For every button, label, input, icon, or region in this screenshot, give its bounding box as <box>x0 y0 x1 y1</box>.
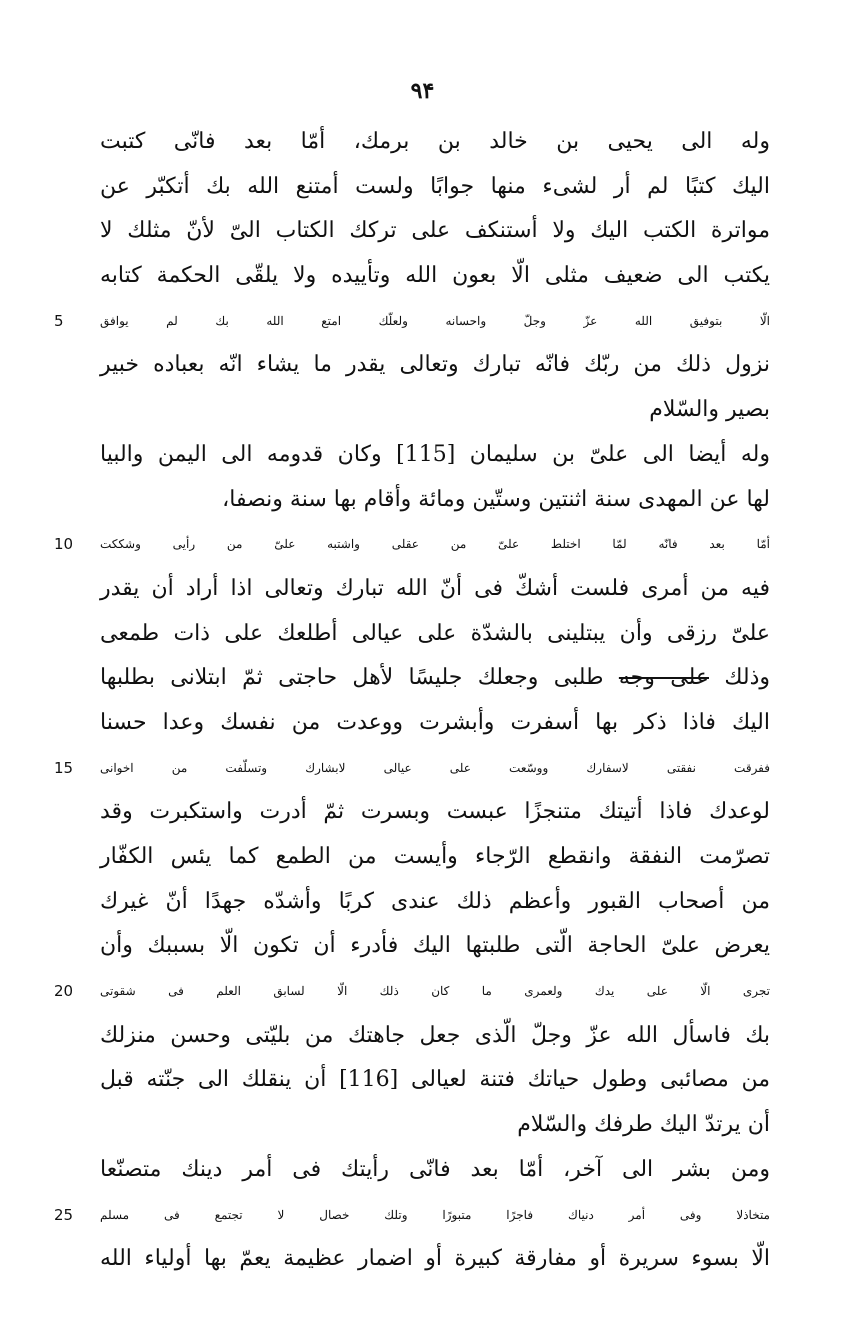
line-text: مواترة الكتب اليك ولا أستنكف على تركك الكتاب الىّ لأنّ مثلك لا <box>100 218 770 244</box>
text-line <box>100 1237 770 1282</box>
line-text: بصير والسّلام <box>649 397 770 423</box>
line-text: نزول ذلك من ربّك فانّه تبارك وتعالى يقدر ما يشاء انّه بعباده خبير <box>100 352 770 378</box>
text-line <box>54 299 770 344</box>
text-line <box>100 790 770 835</box>
text-line <box>100 165 770 210</box>
line-number: 5 <box>54 311 64 330</box>
text-body <box>54 120 771 1282</box>
line-number: 15 <box>54 758 74 777</box>
line-number: 20 <box>54 982 74 1001</box>
line-text: أن يرتدّ اليك طرفك والسّلام <box>517 1112 770 1138</box>
text-line <box>100 209 770 254</box>
line-text: لوعدك فاذا أتيتك متنجزًا عبست وبسرت ثمّ أدرت واستكبرت وقد <box>100 799 770 825</box>
text-line <box>54 746 770 791</box>
text-line <box>100 254 770 299</box>
line-text: بك فاسأل الله عزّ وجلّ الّذى جعل جاهتك من بليّتى وحسن منزلك <box>100 1022 770 1048</box>
text-line <box>100 388 770 433</box>
text-line <box>100 835 770 880</box>
line-text: وله الى يحيى بن خالد بن برمك، أمّا بعد فانّى كتبت <box>100 129 770 154</box>
line-text: وله أيضا الى علىّ بن سليمان [115] وكان قدومه الى اليمن والبيا <box>100 441 771 467</box>
line-text: وذلك على وجه طلبى وجعلك جليسًا لأهل حاجتى ثمّ ابتلانى بطلبها <box>100 665 770 691</box>
line-text: يكتب الى ضعيف مثلى الّا بعون الله وتأييده ولا يلقّى الحكمة كتابه <box>100 263 770 289</box>
text-line <box>100 701 770 746</box>
text-line <box>100 567 770 612</box>
text-line <box>100 120 770 165</box>
line-number: 25 <box>54 1205 74 1224</box>
line-text: اليك كتبًا لم أر لشىء منها جوابًا ولست أمتنع الله بك أتكبّر عن <box>100 173 770 199</box>
line-text: يعرض علىّ الحاجة الّتى طلبتها اليك فأدرء أن تكون الّا بسببك وأن <box>100 933 770 959</box>
line-text: ففرقت نفقتى لاسفارك ووسّعت على عيالى لابشارك وتسلّفت من اخوانى <box>100 760 770 775</box>
line-text: ومن بشر الى آخر، أمّا بعد فانّى رأيتك فى أمر دينك متصنّعا <box>100 1156 770 1182</box>
text-line <box>100 924 770 969</box>
text-line <box>100 1103 770 1148</box>
struck-text: على وجه <box>618 665 709 691</box>
text-line <box>100 612 770 657</box>
line-text: فيه من أمرى فلست أشكّ فى أنّ الله تبارك وتعالى اذا أراد أن يقدر <box>100 575 770 601</box>
line-text: من أصحاب القبور وأعظم ذلك عندى كربًا وأشدّه جهدًا أنّ غيرك <box>100 888 770 914</box>
line-number: 10 <box>54 535 74 554</box>
text-line <box>54 969 770 1014</box>
text-line <box>100 1014 770 1059</box>
text-line <box>54 1193 770 1238</box>
page-number: ۹۴ <box>410 78 435 104</box>
text-line <box>54 522 770 567</box>
text-line <box>100 433 770 478</box>
text-line <box>100 343 770 388</box>
line-text: علىّ رزقى وأن يبتلينى بالشدّة على عيالى أطلعك على ذات طمعى <box>100 620 770 646</box>
line-text: لها عن المهدى سنة اثنتين وستّين ومائة وأقام بها سنة ونصفا، <box>222 486 770 512</box>
line-text: تصرّمت النفقة وانقطع الرّجاء وأيست من الطمع كما يئس الكفّار <box>100 844 770 869</box>
text-line <box>100 1148 770 1193</box>
line-text: الّا بتوفيق الله عزّ وجلّ واحسانه ولعلّك امتع الله بك لم يوافق <box>100 313 770 328</box>
text-line <box>100 880 770 925</box>
line-text: الّا بسوء سريرة أو مفارقة كبيرة أو اضمار عظيمة يعمّ بها أولياء الله <box>100 1246 770 1272</box>
line-text: من مصائبى وطول حياتك فتنة لعيالى [116] أن ينقلك الى جنّته قبل <box>100 1067 770 1093</box>
line-text: متخاذلا وفى أمر دنياك فاجرًا متبورًا وتلك خصال لا تجتمع فى مسلم <box>100 1207 770 1222</box>
line-text: اليك فاذا ذكر بها أسفرت وأبشرت ووعدت من نفسك وعدا حسنا <box>100 709 770 735</box>
line-text: أمّا بعد فانّه لمّا اختلط علىّ من عقلى واشتبه علىّ من رأيى وشككت <box>100 537 770 552</box>
text-line <box>100 478 770 523</box>
line-text: تجرى الّا على يدك ولعمرى ما كان ذلك الّا لسابق العلم فى شقوتى <box>100 984 770 999</box>
text-line <box>100 656 770 701</box>
text-line <box>100 1058 770 1103</box>
